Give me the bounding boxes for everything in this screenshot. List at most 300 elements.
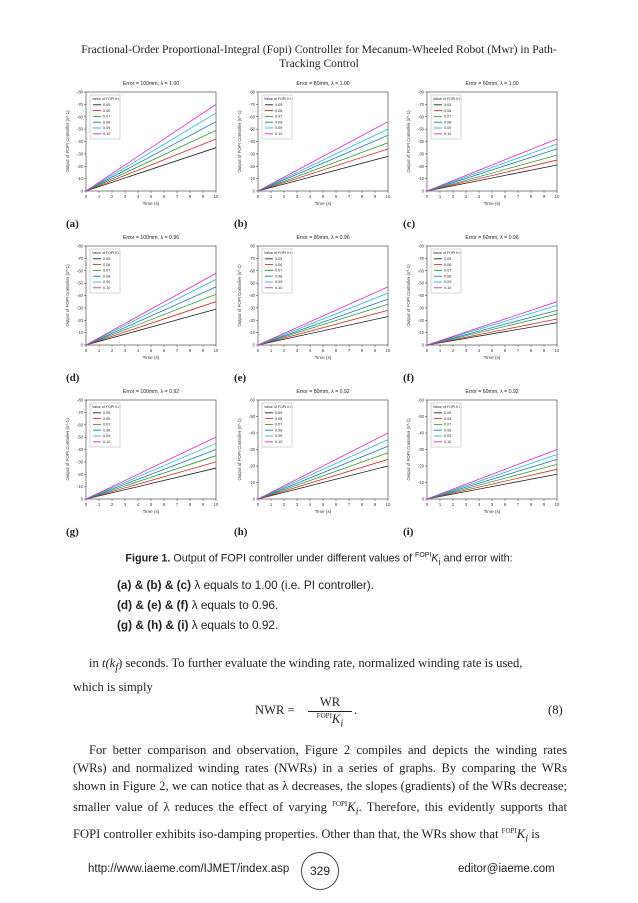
- x-tick-label: 8: [529, 502, 533, 507]
- legend-entry: 0.08: [103, 120, 111, 125]
- legend-entry: 0.06: [444, 416, 452, 421]
- x-tick-label: 5: [149, 502, 153, 507]
- paragraph-2: [73, 741, 567, 848]
- legend-entry: 0.10: [275, 286, 283, 290]
- y-tick-label: -70: [76, 255, 83, 261]
- x-tick-label: 7: [175, 194, 179, 199]
- legend-entry: 0.10: [444, 286, 452, 290]
- p1-text-a: in: [89, 656, 102, 670]
- series-line: [427, 323, 557, 345]
- x-tick-label: 1: [269, 348, 273, 353]
- panel-label: (c): [403, 218, 416, 230]
- legend-entry: 0.09: [103, 434, 111, 439]
- series-line: [427, 310, 557, 345]
- y-tick-label: -40: [248, 293, 255, 299]
- p1-text-b: seconds. To further evaluate the winding rate, normalized winding rate is used,: [122, 656, 523, 670]
- chart-title: Error = 60mm, λ = 1.00: [465, 81, 519, 87]
- x-tick-label: 6: [334, 194, 338, 199]
- series-line: [258, 293, 388, 345]
- y-tick-label: 0: [252, 188, 255, 194]
- x-tick-label: 4: [477, 502, 481, 507]
- y-tick-label: -50: [76, 434, 83, 440]
- y-tick-label: -40: [417, 293, 424, 299]
- series-line: [427, 144, 557, 191]
- x-tick-label: 5: [321, 194, 325, 199]
- x-tick-label: 10: [554, 502, 560, 507]
- y-tick-label: -20: [76, 317, 83, 323]
- y-tick-label: -20: [248, 463, 255, 469]
- line-chart: [220, 76, 410, 211]
- eq-number: (8): [548, 703, 563, 717]
- x-tick-label: 2: [451, 348, 455, 353]
- series-line: [86, 302, 216, 345]
- series-line: [427, 464, 557, 499]
- item-labels: (g) & (h) & (i): [117, 618, 189, 632]
- caption-item: [117, 595, 374, 615]
- y-tick-label: -50: [248, 414, 255, 420]
- legend-entry: 0.05: [444, 103, 452, 107]
- y-tick-label: -30: [76, 151, 83, 157]
- x-tick-label: 8: [529, 348, 533, 353]
- series-line: [258, 299, 388, 345]
- chart-panel: [389, 76, 579, 230]
- series-line: [86, 130, 216, 191]
- header-line-2: Tracking Control: [279, 57, 359, 70]
- series-line: [258, 317, 388, 345]
- x-tick-label: 1: [97, 194, 101, 199]
- chart-title: Error = 80mm, λ = 0.96: [296, 235, 350, 241]
- panel-label: (h): [234, 526, 248, 538]
- x-tick-label: 1: [438, 502, 442, 507]
- p2-sym-sub: i: [355, 806, 359, 818]
- legend-title: Value of FOPI Ki :: [433, 97, 462, 101]
- x-tick-label: 5: [490, 194, 494, 199]
- x-tick-label: 5: [321, 502, 325, 507]
- caption-prefix: Figure 1.: [125, 552, 171, 565]
- legend-entry: 0.10: [275, 132, 283, 136]
- legend-entry: 0.05: [275, 103, 283, 107]
- x-axis-label: Time (s): [483, 355, 501, 360]
- x-tick-label: 2: [110, 194, 114, 199]
- y-tick-label: -50: [417, 280, 424, 286]
- y-tick-label: -40: [76, 447, 83, 453]
- series-line: [86, 456, 216, 499]
- y-tick-label: -60: [76, 422, 83, 428]
- legend-entry: 0.09: [103, 126, 111, 131]
- x-tick-label: 4: [477, 194, 481, 199]
- x-tick-label: 9: [542, 348, 546, 353]
- legend-entry: 0.06: [103, 108, 111, 113]
- x-tick-label: 9: [373, 194, 377, 199]
- x-tick-label: 4: [308, 348, 312, 353]
- y-tick-label: -80: [76, 397, 83, 403]
- legend-entry: 0.08: [444, 274, 452, 279]
- x-tick-label: 10: [385, 194, 391, 199]
- x-tick-label: 6: [162, 194, 166, 199]
- caption-item: [117, 615, 374, 635]
- legend-entry: 0.05: [275, 257, 283, 261]
- legend-entry: 0.06: [444, 108, 452, 113]
- x-tick-label: 10: [213, 194, 219, 199]
- x-tick-label: 8: [360, 502, 364, 507]
- y-tick-label: -50: [76, 126, 83, 132]
- y-tick-label: 0: [421, 188, 424, 194]
- line-chart: [220, 384, 410, 519]
- caption-sym-sup: FOPI: [415, 552, 432, 559]
- p1-close: ): [118, 656, 123, 670]
- x-tick-label: 8: [529, 194, 533, 199]
- x-tick-label: 6: [334, 502, 338, 507]
- legend-entry: 0.07: [275, 114, 283, 119]
- y-tick-label: -20: [76, 471, 83, 477]
- eq-den-sub: i: [340, 718, 344, 730]
- x-tick-label: 6: [162, 502, 166, 507]
- chart-title: Error = 100mm, λ = 1.00: [122, 81, 180, 87]
- y-tick-label: -80: [417, 89, 424, 95]
- x-tick-label: 10: [213, 502, 219, 507]
- chart-title: Error = 60mm, λ = 0.92: [465, 389, 519, 395]
- x-tick-label: 1: [97, 502, 101, 507]
- legend-entry: 0.06: [275, 108, 283, 113]
- chart-panel: [48, 230, 238, 384]
- legend-title: Value of FOPI Ki :: [92, 97, 121, 101]
- chart-panel: [389, 384, 579, 538]
- legend-entry: 0.07: [103, 422, 111, 427]
- y-tick-label: -20: [248, 163, 255, 169]
- line-chart: [389, 384, 579, 519]
- x-axis-label: Time (s): [142, 201, 160, 206]
- x-tick-label: 9: [542, 502, 546, 507]
- y-tick-label: -70: [417, 101, 424, 107]
- x-tick-label: 3: [295, 194, 299, 199]
- series-line: [427, 459, 557, 499]
- x-tick-label: 9: [373, 502, 377, 507]
- y-tick-label: -10: [248, 330, 255, 336]
- y-tick-label: -50: [417, 414, 424, 420]
- x-tick-label: 8: [360, 194, 364, 199]
- chart-title: Error = 100mm, λ = 0.96: [122, 235, 180, 241]
- series-line: [427, 149, 557, 191]
- x-tick-label: 10: [213, 348, 219, 353]
- figure-caption: [0, 552, 638, 567]
- p1-f: f: [115, 662, 119, 674]
- caption-sym-sub: i: [438, 556, 441, 567]
- x-tick-label: 0: [84, 194, 88, 199]
- x-tick-label: 0: [84, 348, 88, 353]
- x-tick-label: 3: [464, 502, 468, 507]
- x-tick-label: 7: [516, 502, 520, 507]
- x-tick-label: 7: [347, 348, 351, 353]
- panel-label: (b): [234, 218, 248, 230]
- p2-text-d: is: [528, 826, 540, 841]
- series-line: [86, 139, 216, 191]
- x-tick-label: 9: [201, 194, 205, 199]
- y-tick-label: -70: [76, 101, 83, 107]
- x-tick-label: 3: [123, 348, 127, 353]
- x-tick-label: 4: [136, 502, 140, 507]
- legend-entry: 0.07: [444, 422, 452, 427]
- x-axis-label: Time (s): [314, 201, 332, 206]
- x-tick-label: 0: [256, 502, 260, 507]
- caption-items: [117, 575, 374, 635]
- legend-entry: 0.07: [103, 114, 111, 119]
- item-labels: (a) & (b) & (c): [117, 578, 192, 592]
- legend-entry: 0.05: [103, 257, 111, 261]
- chart-panel: [220, 384, 410, 538]
- legend-entry: 0.07: [444, 268, 452, 273]
- y-tick-label: 0: [421, 496, 424, 502]
- x-axis-label: Time (s): [314, 355, 332, 360]
- x-axis-label: Time (s): [483, 509, 501, 514]
- x-tick-label: 7: [175, 502, 179, 507]
- y-tick-label: -40: [248, 139, 255, 145]
- y-tick-label: -40: [417, 430, 424, 436]
- x-tick-label: 6: [503, 194, 507, 199]
- legend-entry: 0.05: [444, 411, 452, 415]
- y-tick-label: -70: [417, 255, 424, 261]
- x-tick-label: 8: [188, 502, 192, 507]
- legend-entry: 0.06: [103, 262, 111, 267]
- y-tick-label: -10: [76, 330, 83, 336]
- x-tick-label: 9: [201, 348, 205, 353]
- series-line: [86, 309, 216, 345]
- x-tick-label: 5: [490, 348, 494, 353]
- p2-text: For better comparison and observation, Figure 2 compiles and depicts the winding rates (WRs) and normalized winding rates (NWRs) in a series of graphs. By comparing the WRs shown in Figure 2, we can notice that as λ decreases, the slopes (gradients) of the WRs decrease; smaller value of λ reduces the effect of varying: [73, 743, 567, 815]
- x-tick-label: 4: [308, 194, 312, 199]
- y-tick-label: -30: [248, 447, 255, 453]
- y-tick-label: 0: [252, 342, 255, 348]
- series-line: [258, 466, 388, 499]
- series-line: [86, 443, 216, 499]
- y-tick-label: -60: [417, 268, 424, 274]
- line-chart: [389, 76, 579, 211]
- y-tick-label: -50: [417, 126, 424, 132]
- panel-label: (a): [66, 218, 79, 230]
- legend-title: Value of FOPI Ki :: [264, 97, 293, 101]
- x-tick-label: 10: [385, 348, 391, 353]
- x-axis-label: Time (s): [314, 509, 332, 514]
- x-tick-label: 5: [149, 194, 153, 199]
- legend-title: Value of FOPI Ki :: [433, 251, 462, 255]
- chart-title: Error = 60mm, λ = 0.96: [465, 235, 519, 241]
- y-tick-label: -60: [76, 268, 83, 274]
- x-tick-label: 2: [451, 502, 455, 507]
- y-tick-label: 0: [421, 342, 424, 348]
- x-tick-label: 3: [123, 502, 127, 507]
- x-tick-label: 8: [188, 194, 192, 199]
- legend-entry: 0.09: [103, 280, 111, 285]
- y-tick-label: -50: [248, 126, 255, 132]
- y-tick-label: -30: [248, 151, 255, 157]
- p1-tk: t(k: [101, 656, 116, 670]
- x-tick-label: 3: [295, 348, 299, 353]
- x-tick-label: 9: [373, 348, 377, 353]
- chart-title: Error = 100mm, λ = 0.92: [122, 389, 180, 395]
- eq-fraction: [308, 695, 352, 730]
- x-tick-label: 7: [347, 194, 351, 199]
- chart-panel: [48, 384, 238, 538]
- x-tick-label: 4: [136, 194, 140, 199]
- series-line: [258, 459, 388, 499]
- x-tick-label: 5: [149, 348, 153, 353]
- legend-title: Value of FOPI Ki :: [264, 405, 293, 409]
- legend-entry: 0.08: [275, 120, 283, 125]
- eq-den-sup: FOPI: [316, 712, 332, 720]
- y-tick-label: -20: [417, 317, 424, 323]
- x-tick-label: 10: [385, 502, 391, 507]
- legend-title: Value of FOPI Ki :: [92, 251, 121, 255]
- y-tick-label: -50: [76, 280, 83, 286]
- legend-title: Value of FOPI Ki :: [92, 405, 121, 409]
- y-tick-label: -20: [76, 163, 83, 169]
- series-line: [427, 165, 557, 191]
- x-tick-label: 1: [97, 348, 101, 353]
- y-axis-label: Output of FOPI Controller (s^-1): [237, 418, 242, 481]
- x-tick-label: 9: [201, 502, 205, 507]
- legend-entry: 0.09: [444, 126, 452, 131]
- p2-sym-sub: i: [525, 833, 529, 845]
- y-tick-label: -60: [417, 397, 424, 403]
- legend-entry: 0.09: [275, 126, 283, 131]
- series-line: [86, 287, 216, 345]
- series-line: [86, 462, 216, 499]
- chart-panel: [220, 230, 410, 384]
- y-tick-label: -20: [417, 463, 424, 469]
- footer-url[interactable]: http://www.iaeme.com/IJMET/index.asp: [88, 863, 290, 875]
- y-tick-label: -40: [417, 139, 424, 145]
- legend-entry: 0.07: [275, 422, 283, 427]
- x-tick-label: 1: [438, 348, 442, 353]
- x-tick-label: 2: [282, 348, 286, 353]
- x-tick-label: 7: [516, 194, 520, 199]
- x-tick-label: 0: [425, 348, 429, 353]
- x-tick-label: 8: [188, 348, 192, 353]
- panel-label: (f): [403, 372, 414, 384]
- panel-label: (g): [66, 526, 79, 538]
- x-tick-label: 5: [490, 502, 494, 507]
- y-axis-label: Output of FOPI Controller (s^-1): [237, 110, 242, 173]
- item-text: λ equals to 0.92.: [188, 618, 279, 632]
- y-tick-label: -60: [248, 114, 255, 120]
- y-axis-label: Output of FOPI Controller (s^-1): [237, 264, 242, 327]
- legend-entry: 0.08: [103, 274, 111, 279]
- y-tick-label: -10: [417, 480, 424, 486]
- x-tick-label: 1: [438, 194, 442, 199]
- series-line: [258, 453, 388, 499]
- series-line: [427, 302, 557, 345]
- x-tick-label: 3: [123, 194, 127, 199]
- x-tick-label: 2: [282, 194, 286, 199]
- x-tick-label: 3: [295, 502, 299, 507]
- p2-sym-base: K: [516, 826, 526, 841]
- series-line: [427, 454, 557, 499]
- x-tick-label: 8: [360, 348, 364, 353]
- y-tick-label: -30: [417, 447, 424, 453]
- x-tick-label: 1: [269, 502, 273, 507]
- series-line: [258, 149, 388, 191]
- y-tick-label: -60: [248, 268, 255, 274]
- x-tick-label: 7: [347, 502, 351, 507]
- legend-entry: 0.10: [103, 440, 111, 444]
- series-line: [427, 314, 557, 345]
- x-axis-label: Time (s): [483, 201, 501, 206]
- series-line: [258, 143, 388, 191]
- legend-entry: 0.10: [444, 132, 452, 136]
- y-tick-label: -30: [417, 305, 424, 311]
- line-chart: [220, 230, 410, 365]
- caption-text: Output of FOPI controller under different values of: [170, 552, 416, 565]
- y-axis-label: Output of FOPI Controller (s^-1): [65, 418, 70, 481]
- eq-dot: .: [354, 703, 358, 717]
- x-tick-label: 7: [516, 348, 520, 353]
- x-tick-label: 6: [162, 348, 166, 353]
- footer-email[interactable]: editor@iaeme.com: [458, 863, 555, 875]
- y-tick-label: -50: [248, 280, 255, 286]
- x-tick-label: 7: [175, 348, 179, 353]
- y-tick-label: -70: [248, 101, 255, 107]
- y-tick-label: -70: [76, 409, 83, 415]
- y-tick-label: -30: [76, 305, 83, 311]
- panel-label: (i): [403, 526, 414, 538]
- p2-sym-sup: FOPI: [332, 800, 348, 808]
- legend-entry: 0.08: [275, 428, 283, 433]
- y-axis-label: Output of FOPI Controller (s^-1): [406, 264, 411, 327]
- legend-entry: 0.08: [275, 274, 283, 279]
- x-tick-label: 0: [425, 502, 429, 507]
- y-tick-label: -10: [248, 176, 255, 182]
- legend-entry: 0.08: [444, 428, 452, 433]
- panel-label: (d): [66, 372, 80, 384]
- y-axis-label: Output of FOPI Controller (s^-1): [406, 418, 411, 481]
- x-tick-label: 4: [477, 348, 481, 353]
- y-tick-label: 0: [80, 342, 83, 348]
- series-line: [258, 446, 388, 499]
- legend-entry: 0.06: [275, 262, 283, 267]
- x-tick-label: 10: [554, 348, 560, 353]
- p2-sym-sup: FOPI: [501, 826, 517, 835]
- y-tick-label: -60: [76, 114, 83, 120]
- legend-entry: 0.06: [444, 262, 452, 267]
- series-line: [86, 148, 216, 191]
- x-tick-label: 0: [256, 348, 260, 353]
- y-tick-label: -30: [76, 459, 83, 465]
- x-tick-label: 6: [503, 348, 507, 353]
- y-tick-label: -80: [248, 89, 255, 95]
- y-tick-label: -80: [76, 243, 83, 249]
- series-line: [427, 474, 557, 499]
- series-line: [86, 468, 216, 499]
- chart-panel: [220, 76, 410, 230]
- legend-entry: 0.10: [103, 132, 111, 136]
- y-tick-label: -20: [417, 163, 424, 169]
- legend-entry: 0.05: [275, 411, 283, 415]
- y-tick-label: -80: [248, 243, 255, 249]
- legend-entry: 0.05: [103, 411, 111, 415]
- running-header: [40, 43, 598, 71]
- chart-title: Error = 80mm, λ = 0.92: [296, 389, 350, 395]
- x-tick-label: 0: [256, 194, 260, 199]
- y-tick-label: -70: [248, 255, 255, 261]
- y-tick-label: -10: [417, 176, 424, 182]
- x-tick-label: 2: [282, 502, 286, 507]
- eq-den-base: K: [331, 712, 341, 727]
- y-tick-label: -80: [417, 243, 424, 249]
- series-line: [86, 294, 216, 345]
- y-tick-label: -80: [76, 89, 83, 95]
- line-chart: [48, 230, 238, 365]
- y-tick-label: -30: [417, 151, 424, 157]
- x-tick-label: 3: [464, 194, 468, 199]
